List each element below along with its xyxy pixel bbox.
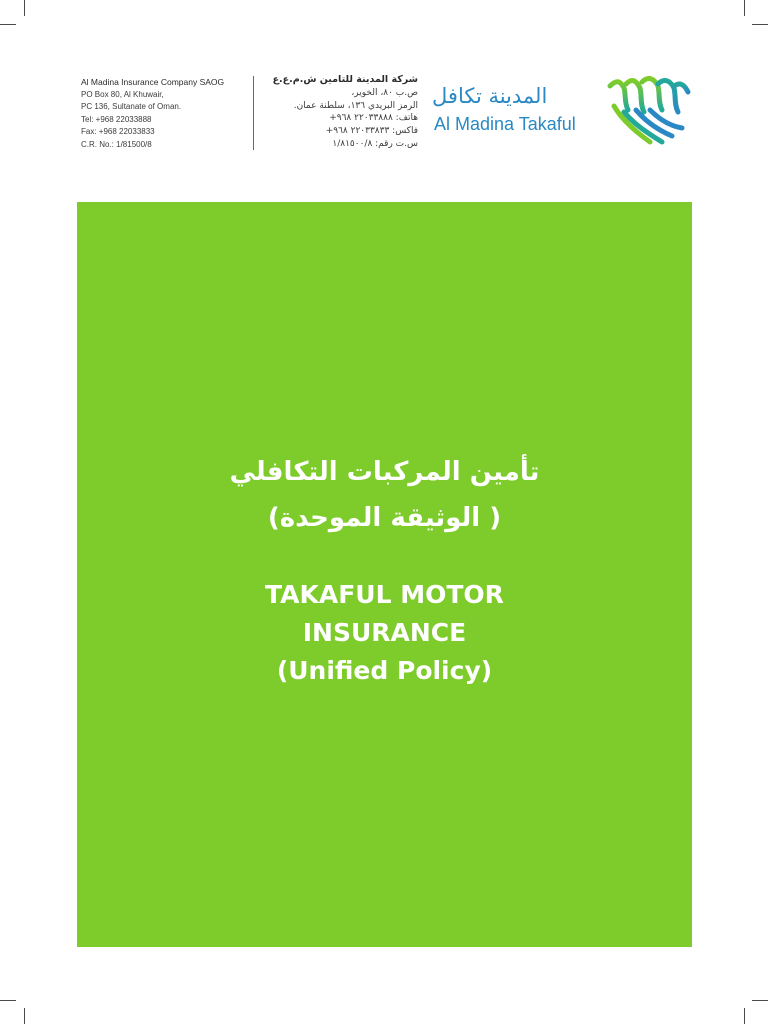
company-name-english: Al Madina Insurance Company SAOG <box>81 77 225 87</box>
crop-mark-bottom-right-h <box>752 1000 768 1001</box>
address-line-arabic: الرمز البريدي ١٣٦، سلطنة عمان. <box>293 100 418 111</box>
cover-panel <box>77 202 692 947</box>
phone-line-arabic: هاتف: ٢٢٠٣٣٨٨٨ ٩٦٨+ <box>329 113 418 124</box>
logo-name-english: Al Madina Takaful <box>434 114 576 134</box>
crop-mark-top-left <box>24 0 25 16</box>
logo-name-arabic: المدينة تكافل <box>432 84 548 108</box>
cover-subtitle-english: (Unified Policy) <box>276 656 493 685</box>
crop-mark-bottom-right <box>744 1008 745 1024</box>
cover-subtitle-arabic: ( الوثيقة الموحدة) <box>267 503 502 533</box>
crop-mark-top-right <box>744 0 745 16</box>
crop-mark-top-right-h <box>752 24 768 25</box>
company-name-arabic: شركة المدينة للتامين ش.م.ع.ع <box>272 74 418 85</box>
crop-mark-bottom-left-h <box>0 1000 16 1001</box>
cover-title-arabic: تأمين المركبات التكافلي <box>229 457 540 487</box>
cr-number-line-arabic: س.ت رقم: ١/٨١٥٠٠/٨ <box>332 138 418 149</box>
company-address-english <box>81 76 251 151</box>
cover-title-english-line1: TAKAFUL MOTOR <box>265 580 504 609</box>
crop-mark-bottom-left <box>24 1008 25 1024</box>
address-line: PC 136, Sultanate of Oman. <box>81 102 182 111</box>
fax-line-arabic: فاكس: ٢٢٠٣٣٨٣٣ ٩٦٨+ <box>325 126 418 137</box>
company-address-arabic <box>258 74 418 151</box>
fax-line: Fax: +968 22033833 <box>81 127 155 136</box>
cr-number-line: C.R. No.: 1/81500/8 <box>81 139 152 149</box>
address-line: PO Box 80, Al Khuwair, <box>81 89 164 99</box>
crop-mark-top-left-h <box>0 24 16 25</box>
header-divider <box>253 76 254 150</box>
phone-line: Tel: +968 22033888 <box>81 114 152 124</box>
cover-title-english-line2: INSURANCE <box>302 618 467 647</box>
address-line-arabic: ص.ب ٨٠، الخوير، <box>351 87 418 98</box>
al-madina-takaful-logo-icon <box>606 76 696 148</box>
